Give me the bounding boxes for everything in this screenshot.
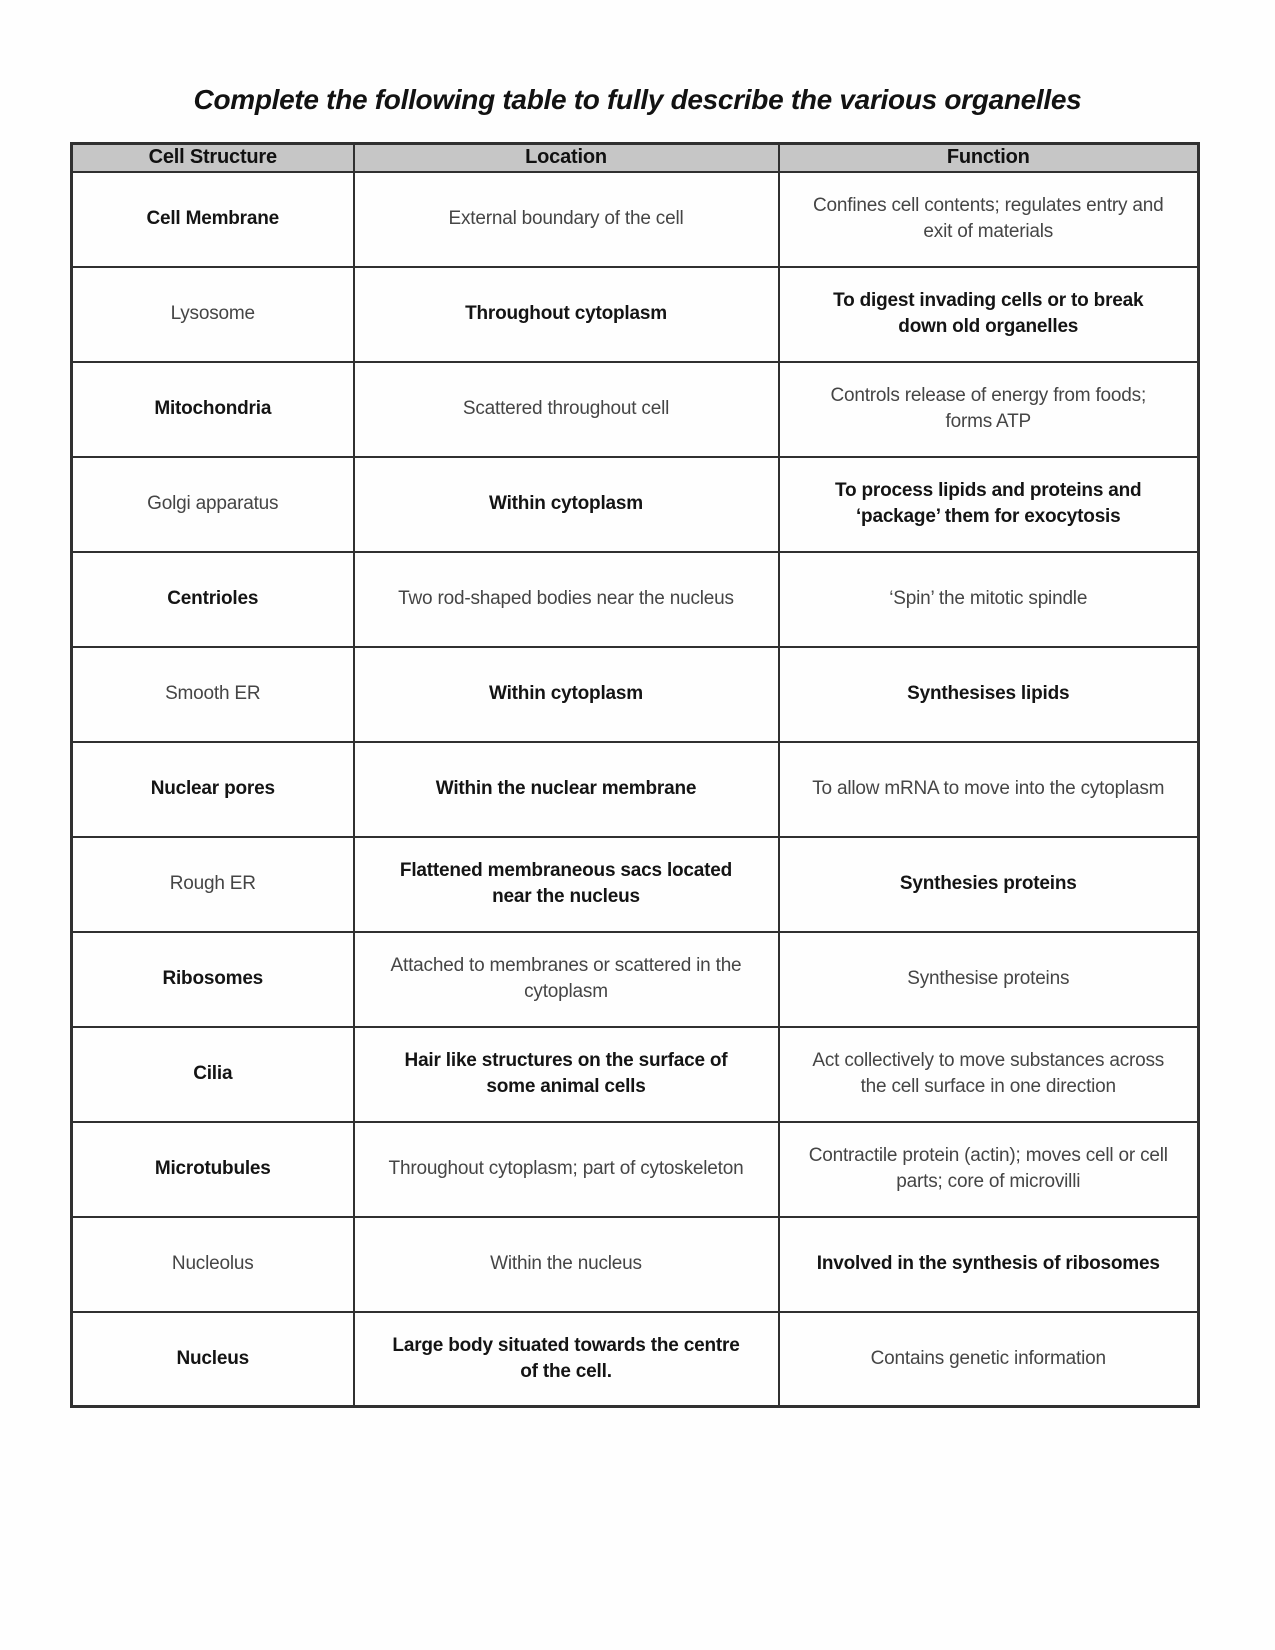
table-row: [72, 1217, 1199, 1312]
function-cell: Controls release of energy from foods; forms ATP: [779, 362, 1199, 457]
table-row: [72, 647, 1199, 742]
table-row: [72, 1027, 1199, 1122]
function-cell: Contains genetic information: [779, 1312, 1199, 1407]
organelle-table: [70, 142, 1200, 1408]
location-cell: Two rod-shaped bodies near the nucleus: [354, 552, 779, 647]
function-cell: ‘Spin’ the mitotic spindle: [779, 552, 1199, 647]
cell-structure-cell: Cilia: [72, 1027, 354, 1122]
function-cell: Contractile protein (actin); moves cell or cell parts; core of microvilli: [779, 1122, 1199, 1217]
table-row: [72, 552, 1199, 647]
table-row: [72, 457, 1199, 552]
function-cell: Synthesise proteins: [779, 932, 1199, 1027]
function-cell: To digest invading cells or to break down old organelles: [779, 267, 1199, 362]
location-cell: Scattered throughout cell: [354, 362, 779, 457]
table-row: [72, 837, 1199, 932]
cell-structure-cell: Cell Membrane: [72, 172, 354, 267]
location-cell: Within cytoplasm: [354, 647, 779, 742]
location-cell: Large body situated towards the centre of the cell.: [354, 1312, 779, 1407]
page-title: Complete the following table to fully describe the various organelles: [193, 84, 1082, 115]
cell-structure-cell: Smooth ER: [72, 647, 354, 742]
table-row: [72, 362, 1199, 457]
table-row: [72, 932, 1199, 1027]
location-cell: External boundary of the cell: [354, 172, 779, 267]
function-cell: Confines cell contents; regulates entry and exit of materials: [779, 172, 1199, 267]
table-row: [72, 742, 1199, 837]
column-header-function: Function: [779, 144, 1199, 172]
location-cell: Within the nucleus: [354, 1217, 779, 1312]
table-row: [72, 267, 1199, 362]
organelle-table-body: [72, 172, 1199, 1407]
location-cell: Hair like structures on the surface of some animal cells: [354, 1027, 779, 1122]
cell-structure-cell: Rough ER: [72, 837, 354, 932]
cell-structure-cell: Mitochondria: [72, 362, 354, 457]
location-cell: Attached to membranes or scattered in the cytoplasm: [354, 932, 779, 1027]
function-cell: To process lipids and proteins and ‘package’ them for exocytosis: [779, 457, 1199, 552]
cell-structure-cell: Centrioles: [72, 552, 354, 647]
function-cell: Involved in the synthesis of ribosomes: [779, 1217, 1199, 1312]
cell-structure-cell: Lysosome: [72, 267, 354, 362]
function-cell: Synthesies proteins: [779, 837, 1199, 932]
table-header-row: [72, 144, 1199, 172]
location-cell: Throughout cytoplasm: [354, 267, 779, 362]
cell-structure-cell: Nuclear pores: [72, 742, 354, 837]
column-header-cell-structure: Cell Structure: [72, 144, 354, 172]
column-header-location: Location: [354, 144, 779, 172]
cell-structure-cell: Ribosomes: [72, 932, 354, 1027]
location-cell: Within cytoplasm: [354, 457, 779, 552]
table-row: [72, 1312, 1199, 1407]
table-row: [72, 172, 1199, 267]
cell-structure-cell: Golgi apparatus: [72, 457, 354, 552]
cell-structure-cell: Nucleus: [72, 1312, 354, 1407]
function-cell: Synthesises lipids: [779, 647, 1199, 742]
cell-structure-cell: Nucleolus: [72, 1217, 354, 1312]
function-cell: Act collectively to move substances across the cell surface in one direction: [779, 1027, 1199, 1122]
cell-structure-cell: Microtubules: [72, 1122, 354, 1217]
location-cell: Within the nuclear membrane: [354, 742, 779, 837]
table-row: [72, 1122, 1199, 1217]
location-cell: Throughout cytoplasm; part of cytoskeleton: [354, 1122, 779, 1217]
location-cell: Flattened membraneous sacs located near the nucleus: [354, 837, 779, 932]
function-cell: To allow mRNA to move into the cytoplasm: [779, 742, 1199, 837]
